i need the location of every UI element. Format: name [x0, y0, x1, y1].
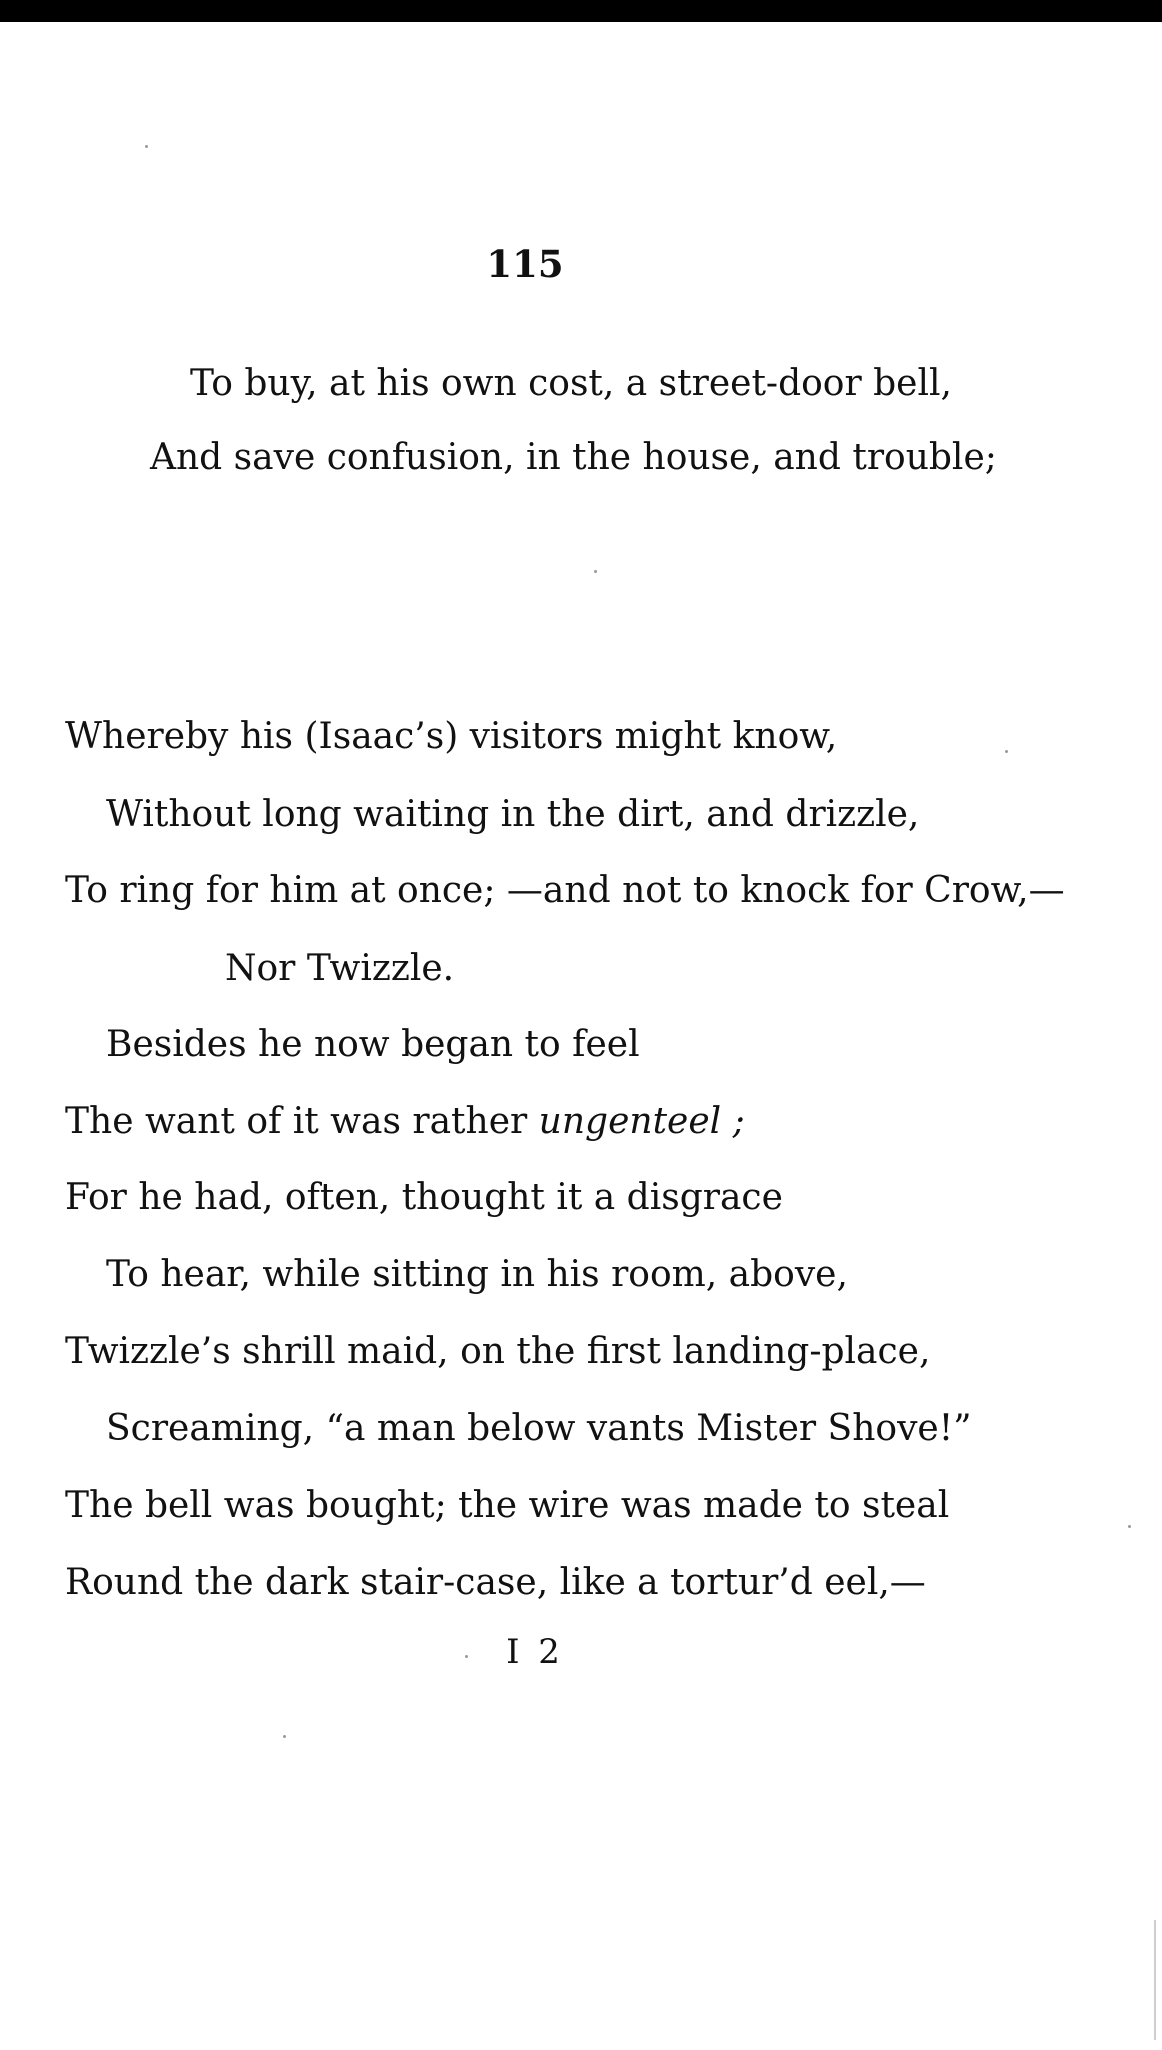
verse-line: To ring for him at once; —and not to knock for Crow,—: [65, 870, 1065, 911]
italic-word: ungenteel ;: [538, 1101, 745, 1142]
scan-speck: [1005, 750, 1008, 753]
verse-line: [65, 1101, 745, 1142]
scan-speck: [594, 570, 597, 573]
verse-line: To buy, at his own cost, a street-door bell,: [190, 363, 952, 404]
verse-line: Twizzle’s shrill maid, on the first landing-place,: [65, 1331, 931, 1372]
scan-right-edge: [1154, 1920, 1156, 2040]
verse-line: To hear, while sitting in his room, above,: [106, 1254, 848, 1295]
verse-line: For he had, often, thought it a disgrace: [65, 1177, 783, 1218]
verse-line: Whereby his (Isaac’s) visitors might know,: [65, 716, 838, 757]
scan-speck: [283, 1735, 286, 1738]
verse-line: Round the dark stair-case, like a tortur’d eel,—: [65, 1562, 926, 1603]
page-number: 115: [486, 242, 564, 286]
verse-text: The want of it was rather: [65, 1101, 539, 1142]
verse-line: Besides he now began to feel: [106, 1024, 640, 1065]
signature-mark: I 2: [506, 1632, 564, 1672]
scan-speck: [465, 1655, 468, 1658]
scan-top-edge: [0, 0, 1162, 22]
scan-speck: [145, 145, 148, 148]
verse-line: Nor Twizzle.: [225, 948, 455, 989]
verse-line: Screaming, “a man below vants Mister Shove!”: [106, 1408, 972, 1449]
scan-speck: [1128, 1525, 1131, 1528]
verse-line: The bell was bought; the wire was made to steal: [65, 1485, 950, 1526]
verse-line: And save confusion, in the house, and trouble;: [150, 437, 997, 478]
verse-line: Without long waiting in the dirt, and drizzle,: [106, 794, 920, 835]
